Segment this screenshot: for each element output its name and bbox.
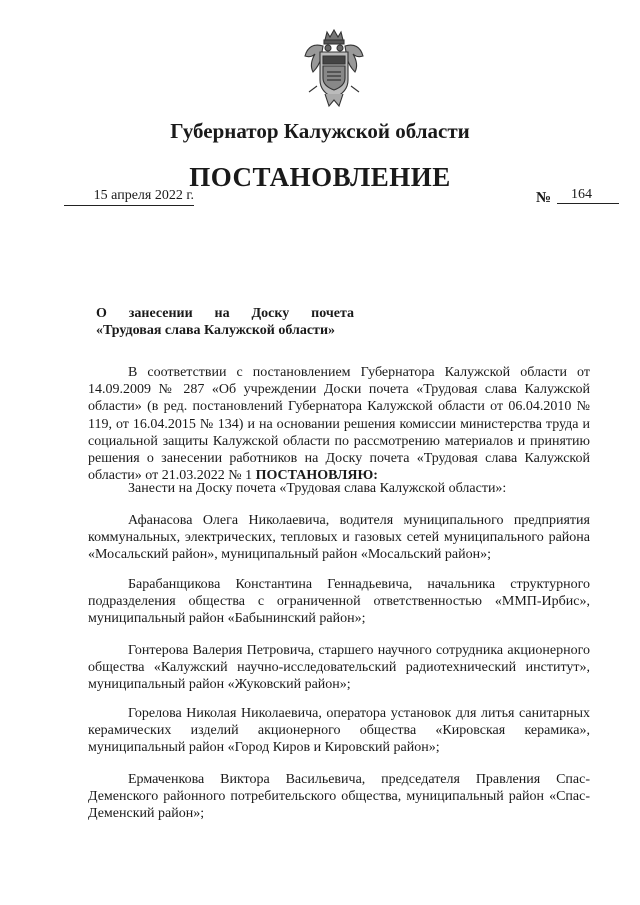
list-item: Афанасова Олега Николаевича, водителя муниципального предприятия коммунальных, электрических, тепловых и газовых сетей муниципального района «Мосальский район», муниципальный район «Мосальский район»; — [88, 513, 590, 563]
number-sign: № — [536, 190, 552, 206]
directive-paragraph: Занести на Доску почета «Трудовая слава Калужской области»: — [128, 481, 507, 496]
document-date: 15 апреля 2022 г. — [64, 188, 194, 206]
list-item: Гонтерова Валерия Петровича, старшего научного сотрудника акционерного общества «Калужский научно-исследовательский радиотехнический институт», муниципальный район «Жуковский район»; — [88, 643, 590, 693]
preamble-text: В соответствии с постановлением Губернатора Калужской области от 14.09.2009 № 287 «Об учреждении Доски почета «Трудовая слава Калужской области» (в ред. постановлений Губернатора Калужской области от 06.04.2010 № 119, от 16.04.2015 № 134) и на основании решения комиссии министерства труда и социальной защиты Калужской области по рассмотрению материалов и принятию решения о занесении работников на Доску почета «Трудовая слава Калужской области» от 21.03.2022 № 1 — [88, 365, 590, 484]
subject-line-1: О занесении на Доску почета — [96, 306, 354, 321]
document-number: 164 — [557, 187, 619, 204]
preamble-paragraph — [88, 364, 590, 484]
list-item: Барабанщикова Константина Геннадьевича, начальника структурного подразделения общества с ограниченной ответственностью «ММП-Ирбис», муниципальный район «Бабынинский район»; — [88, 577, 590, 627]
coat-of-arms-icon — [303, 28, 365, 112]
document-subject — [96, 305, 354, 339]
document-type-title: ПОСТАНОВЛЕНИЕ — [189, 162, 451, 192]
subject-line-2: «Трудовая слава Калужской области» — [96, 323, 336, 338]
resolve-word: ПОСТАНОВЛЯЮ: — [255, 468, 378, 484]
list-item: Горелова Николая Николаевича, оператора установок для литья санитарных керамических изделий акционерного общества «Кировская керамика», муниципальный район «Город Киров и Кировский район»; — [88, 706, 590, 756]
issuing-authority: Губернатор Калужской области — [170, 119, 470, 143]
list-item: Ермаченкова Виктора Васильевича, председателя Правления Спас-Деменского районного потребительского общества, муниципальный район «Спас-Деменский район»; — [88, 772, 590, 822]
